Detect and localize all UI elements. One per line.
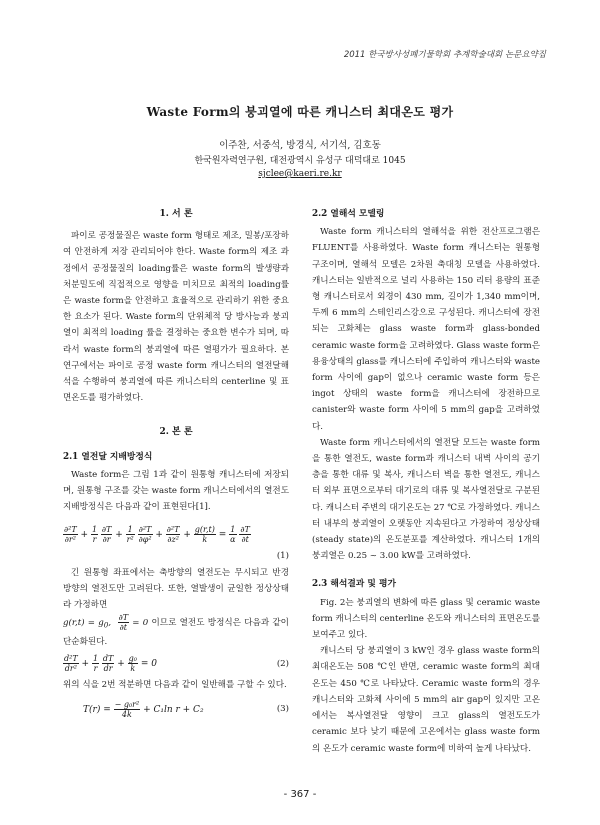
subsection-heading-2-1: 2.1 열전달 지배방정식 <box>63 451 153 462</box>
equation-3: T(r) = $\frac{\text{− g₀r²}}{4k}$ + C₁ln r + C₂ (3) <box>83 699 289 719</box>
sub2-paragraph-2: Waste form 캐니스터에서의 열전달 모드는 waste form을 통한 열전도, waste form과 캐니스터 내벽 사이의 공기층을 통한 대류 및 복사, 캐니스터 벽을 통한 열전도, 캐니스터 외부 표면으로부터 대기로의 대류 및 복사열전달로 구분된다. 캐니스터 주변의 대기온도는 27 ℃로 가정하였다. 캐니스터 내부의 붕괴열이 오랫동안 지속된다고 가정하여 정상상태(steady state)의 온도분포를 계산하였다. 캐니스터 1개의 붕괴열은 0.25 ~ 3.00 kW를 고려하였다. <box>312 437 540 562</box>
right-column <box>312 200 540 757</box>
equation-2-number: (2) <box>276 658 289 669</box>
sub3-paragraph-1: Fig. 2는 붕괴열의 변화에 따른 glass 및 ceramic waste form 캐니스터의 centerline 온도와 캐니스터의 표면온도를 보여주고 있다. <box>312 597 540 641</box>
section-heading-body: 2. 본 론 <box>159 427 193 438</box>
sub1-paragraph-1: Waste form은 그림 1과 같이 원통형 캐니스터에 저장되며, 원통형 구조를 갖는 waste form 캐니스터에서의 열전도 지배방정식은 다음과 같이 표현된다[1]. <box>63 469 289 513</box>
header-note: 2011 한국방사성폐기물학회 추계학술대회 논문요약집 <box>343 50 546 60</box>
affiliation: 한국원자력연구원, 대전광역시 유성구 대덕대로 1045 <box>194 156 406 166</box>
equation-1: $\frac{\text{∂²T}}{\text{∂r²}}$ + $\frac{1}{r}$ $\frac{\partial T}{\partial r}$ + $\frac{1}{\text{r²}}$ $\frac{\text{∂²T}}{\text{∂φ²}}$ + $\frac{\text{∂²T}}{\text{∂z²}}$ + $\frac{g(r,t)}{k}$ = $\frac{1}{\alpha}$ $\frac{\partial T}{\partial t}$ <box>64 525 250 545</box>
sub1-paragraph-3: 위의 식을 2번 적분하면 다음과 같이 일반해를 구할 수 있다. <box>63 680 287 691</box>
page-number: - 367 - <box>283 789 317 800</box>
subsection-heading-2-2: 2.2 열해석 모델링 <box>312 209 385 219</box>
section-heading-intro: 1. 서 론 <box>159 209 193 219</box>
left-column <box>63 200 289 723</box>
sub1-paragraph-2: 긴 원통형 좌표에서는 축방향의 열전도는 무시되고 반경 방향의 열전도만 고려된다. 또한, 열발생이 균일한 정상상태라 가정하면 <box>63 567 289 611</box>
sub3-paragraph-2: 캐니스터 당 붕괴열이 3 kW인 경우 glass waste form의 최대온도는 508 ℃인 반면, ceramic waste form의 최대온도는 450 ℃로 나타났다. Ceramic waste form의 경우 캐니스터와 고화체 사이에 5 mm의 air gap이 있지만 고온에서는 복사열전달 영향이 크고 glass의 열전도도가 ceramic 보다 낮기 때문에 고온에서는 glass waste form의 온도가 ceramic waste form에 비하여 높게 나타났다. <box>312 646 540 754</box>
equation-2: $\frac{\text{d²T}}{\text{dr²}}$ + $\frac{1}{r}$ $\frac{dT}{dr}$ + $\frac{\text{g₀}}{k}$ = 0 (2) <box>64 654 289 674</box>
sub2-paragraph-1: Waste form 캐니스터의 열해석을 위한 전산프로그램은 FLUENT를 사용하였다. Waste form 캐니스터는 원통형 구조이며, 열해석 모델은 2차원 축대칭 모델을 사용하였다. 캐니스터는 일반적으로 널리 사용하는 150 리터 용량의 표준형 캐니스터로서 외경이 430 mm, 길이가 1,340 mm이며, 두께 6 mm의 스테인리스강으로 구성된다. 캐니스터에 장전되는 고화체는 glass waste form과 glass-bonded ceramic waste form을 고려하였다. Glass waste form은 용융상태의 glass를 캐니스터에 주입하여 캐니스터와 waste form 사이에 gap이 없으나 ceramic waste form 등은 ingot 상태의 waste form을 캐니스터에 장전하므로 canister와 waste form 사이에 5 mm의 gap을 고려하였다. <box>312 227 540 432</box>
authors: 이주찬, 서중석, 방경식, 서기석, 김호동 <box>219 140 381 151</box>
intro-paragraph: 파이로 공정물질은 waste form 형태로 제조, 밀봉/포장하여 안전하게 저장 관리되어야 한다. Waste form의 제조 과정에서 공정물질의 loading률은 waste form의 발생량과 처분밀도에 직접적으로 영향을 미치므로 최적의 loading률은 waste form을 안전하고 효율적으로 관리하기 위한 중요한 요소가 된다. Waste form의 단위체적 당 방사능과 붕괴열이 최적의 loading 률을 결정하는 중요한 변수가 되며, 따라서 waste form의 붕괴열에 따른 열평가가 필요하다. 본 연구에서는 파이로 공정 waste form 캐니스터의 열전달해석을 수행하여 붕괴열에 따른 캐니스터의 centerline 및 표면온도를 평가하였다. <box>63 231 289 404</box>
equation-3-number: (3) <box>276 703 289 714</box>
sub1-paragraph-2-tail: $g(r,t) = g_0$, $\frac{\partial T}{\partial t}$ = 0 이므로 열전도 방정식은 다음과 같이 단순화된다. <box>63 613 289 648</box>
subsection-heading-2-3: 2.3 해석결과 및 평가 <box>312 579 396 590</box>
equation-1-number: (1) <box>276 551 289 562</box>
paper-title: Waste Form의 붕괴열에 따른 캐니스터 최대온도 평가 <box>146 105 454 119</box>
email-link[interactable]: sjclee@kaeri.re.kr <box>258 169 342 179</box>
